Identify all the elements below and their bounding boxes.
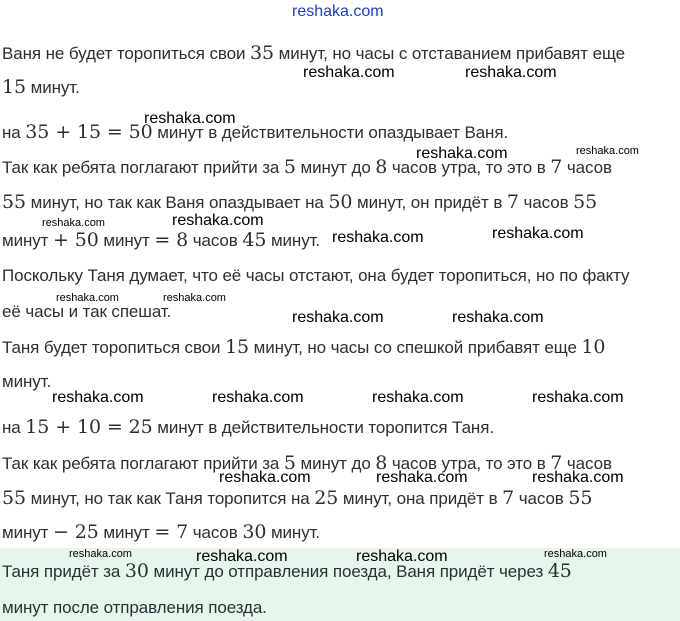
text-segment: = 8 <box>154 229 189 251</box>
text-segment: + 50 <box>52 229 99 251</box>
watermark: reshaka.com <box>356 548 448 565</box>
text-segment: минут. <box>25 78 80 97</box>
text-segment: 5 <box>283 156 296 178</box>
text-segment: минут, но так как Ваня опаздывает на <box>25 193 329 212</box>
text-segment: 25 <box>314 487 339 509</box>
text-segment: часов <box>562 158 612 177</box>
watermark: reshaka.com <box>163 292 226 304</box>
text-line <box>2 229 320 252</box>
watermark: reshaka.com <box>416 145 508 162</box>
text-segment: часов <box>188 231 243 250</box>
text-segment: 30 <box>124 560 149 582</box>
text-segment: 7 <box>550 156 563 178</box>
text-segment: 15 + 10 = 25 <box>25 416 153 438</box>
watermark: reshaka.com <box>465 64 557 81</box>
watermark: reshaka.com <box>212 389 304 406</box>
watermark: reshaka.com <box>144 110 236 127</box>
text-segment: часов утра, то это в <box>387 454 551 473</box>
watermark: reshaka.com <box>219 469 311 486</box>
text-segment: минут, но так как Таня торопится на <box>25 489 315 508</box>
text-line <box>2 265 629 287</box>
text-segment: 8 <box>375 156 388 178</box>
text-segment: минут. <box>266 231 321 250</box>
text-segment: минут <box>98 523 155 542</box>
text-segment: 45 <box>547 560 572 582</box>
watermark: reshaka.com <box>532 469 624 486</box>
watermark: reshaka.com <box>544 548 607 560</box>
watermark: reshaka.com <box>332 229 424 246</box>
text-segment: 15 <box>2 76 26 98</box>
text-line <box>2 191 597 214</box>
text-segment: = 7 <box>154 521 189 543</box>
text-segment: 55 <box>573 191 598 213</box>
text-segment: часов <box>518 193 574 212</box>
text-segment: минут до <box>295 454 376 473</box>
text-segment: часов <box>562 454 612 473</box>
text-line <box>2 597 267 619</box>
text-segment: минут, она придёт в <box>338 489 503 508</box>
text-segment: минут. <box>2 372 52 391</box>
text-segment: 15 <box>225 336 250 358</box>
text-segment: минут в действительности опаздывает Ваня. <box>152 123 509 142</box>
text-segment: 35 <box>250 42 275 64</box>
text-segment: Таня придёт за <box>2 562 125 581</box>
text-segment: часов <box>514 489 569 508</box>
text-segment: её часы и так спешат. <box>2 302 172 321</box>
text-segment: часов <box>188 523 243 542</box>
text-segment: 10 <box>581 336 606 358</box>
text-segment: − 25 <box>52 521 99 543</box>
watermark: reshaka.com <box>372 389 464 406</box>
text-segment: минут <box>2 231 53 250</box>
text-segment: минут <box>2 523 53 542</box>
text-segment: минут в действительности торопится Таня. <box>152 418 494 437</box>
text-segment: часов утра, то это в <box>387 158 551 177</box>
watermark: reshaka.com <box>52 389 144 406</box>
text-segment: минут до отправления поезда, Ваня придёт через <box>148 562 548 581</box>
watermark: reshaka.com <box>196 548 288 565</box>
text-segment: Так как ребята поглагают прийти за <box>2 158 284 177</box>
text-line <box>2 121 508 144</box>
text-segment: 55 <box>2 191 26 213</box>
text-line <box>2 521 320 544</box>
text-segment: 55 <box>568 487 593 509</box>
text-line <box>2 76 80 99</box>
text-segment: Поскольку Таня думает, что её часы отстают, она будет торопиться, но по факту <box>2 266 630 285</box>
text-segment: 45 <box>242 229 267 251</box>
watermark: reshaka.com <box>69 548 132 560</box>
text-line <box>2 371 51 393</box>
watermark: reshaka.com <box>172 212 264 229</box>
text-segment: 35 + 15 = 50 <box>25 121 153 143</box>
text-segment: 7 <box>502 487 515 509</box>
text-line <box>2 42 625 65</box>
text-segment: 50 <box>328 191 353 213</box>
text-segment: Так как ребята поглагают прийти за <box>2 454 284 473</box>
text-segment: минут, но часы с отставанием прибавят еще <box>274 44 626 63</box>
watermark: reshaka.com <box>532 389 624 406</box>
text-segment: минут, он придёт в <box>352 193 507 212</box>
text-segment: минут после отправления поезда. <box>2 598 267 617</box>
watermark: reshaka.com <box>376 469 468 486</box>
text-line <box>2 416 494 439</box>
text-segment: минут <box>98 231 155 250</box>
text-line <box>2 487 592 510</box>
watermark: reshaka.com <box>492 225 584 242</box>
text-segment: Таня будет торопиться свои <box>2 338 226 357</box>
text-segment: 55 <box>2 487 26 509</box>
text-line <box>2 336 605 359</box>
text-segment: 7 <box>506 191 519 213</box>
text-segment: минут. <box>266 523 321 542</box>
text-segment: 8 <box>375 452 388 474</box>
text-segment: минут до <box>295 158 376 177</box>
text-segment: 7 <box>550 452 563 474</box>
watermark: reshaka.com <box>292 309 384 326</box>
text-segment: Ваня не будет торопиться свои <box>2 44 251 63</box>
text-line <box>2 156 612 179</box>
text-line <box>2 301 171 323</box>
watermark: reshaka.com <box>42 217 105 229</box>
watermark: reshaka.com <box>452 309 544 326</box>
watermark: reshaka.com <box>303 64 395 81</box>
watermark: reshaka.com <box>56 292 119 304</box>
site-watermark-top: reshaka.com <box>292 3 384 20</box>
text-segment: 30 <box>242 521 267 543</box>
text-segment: на <box>2 418 26 437</box>
text-segment: 5 <box>283 452 296 474</box>
text-segment: на <box>2 123 26 142</box>
watermark: reshaka.com <box>576 145 639 157</box>
text-segment: минут, но часы со спешкой прибавят еще <box>249 338 582 357</box>
